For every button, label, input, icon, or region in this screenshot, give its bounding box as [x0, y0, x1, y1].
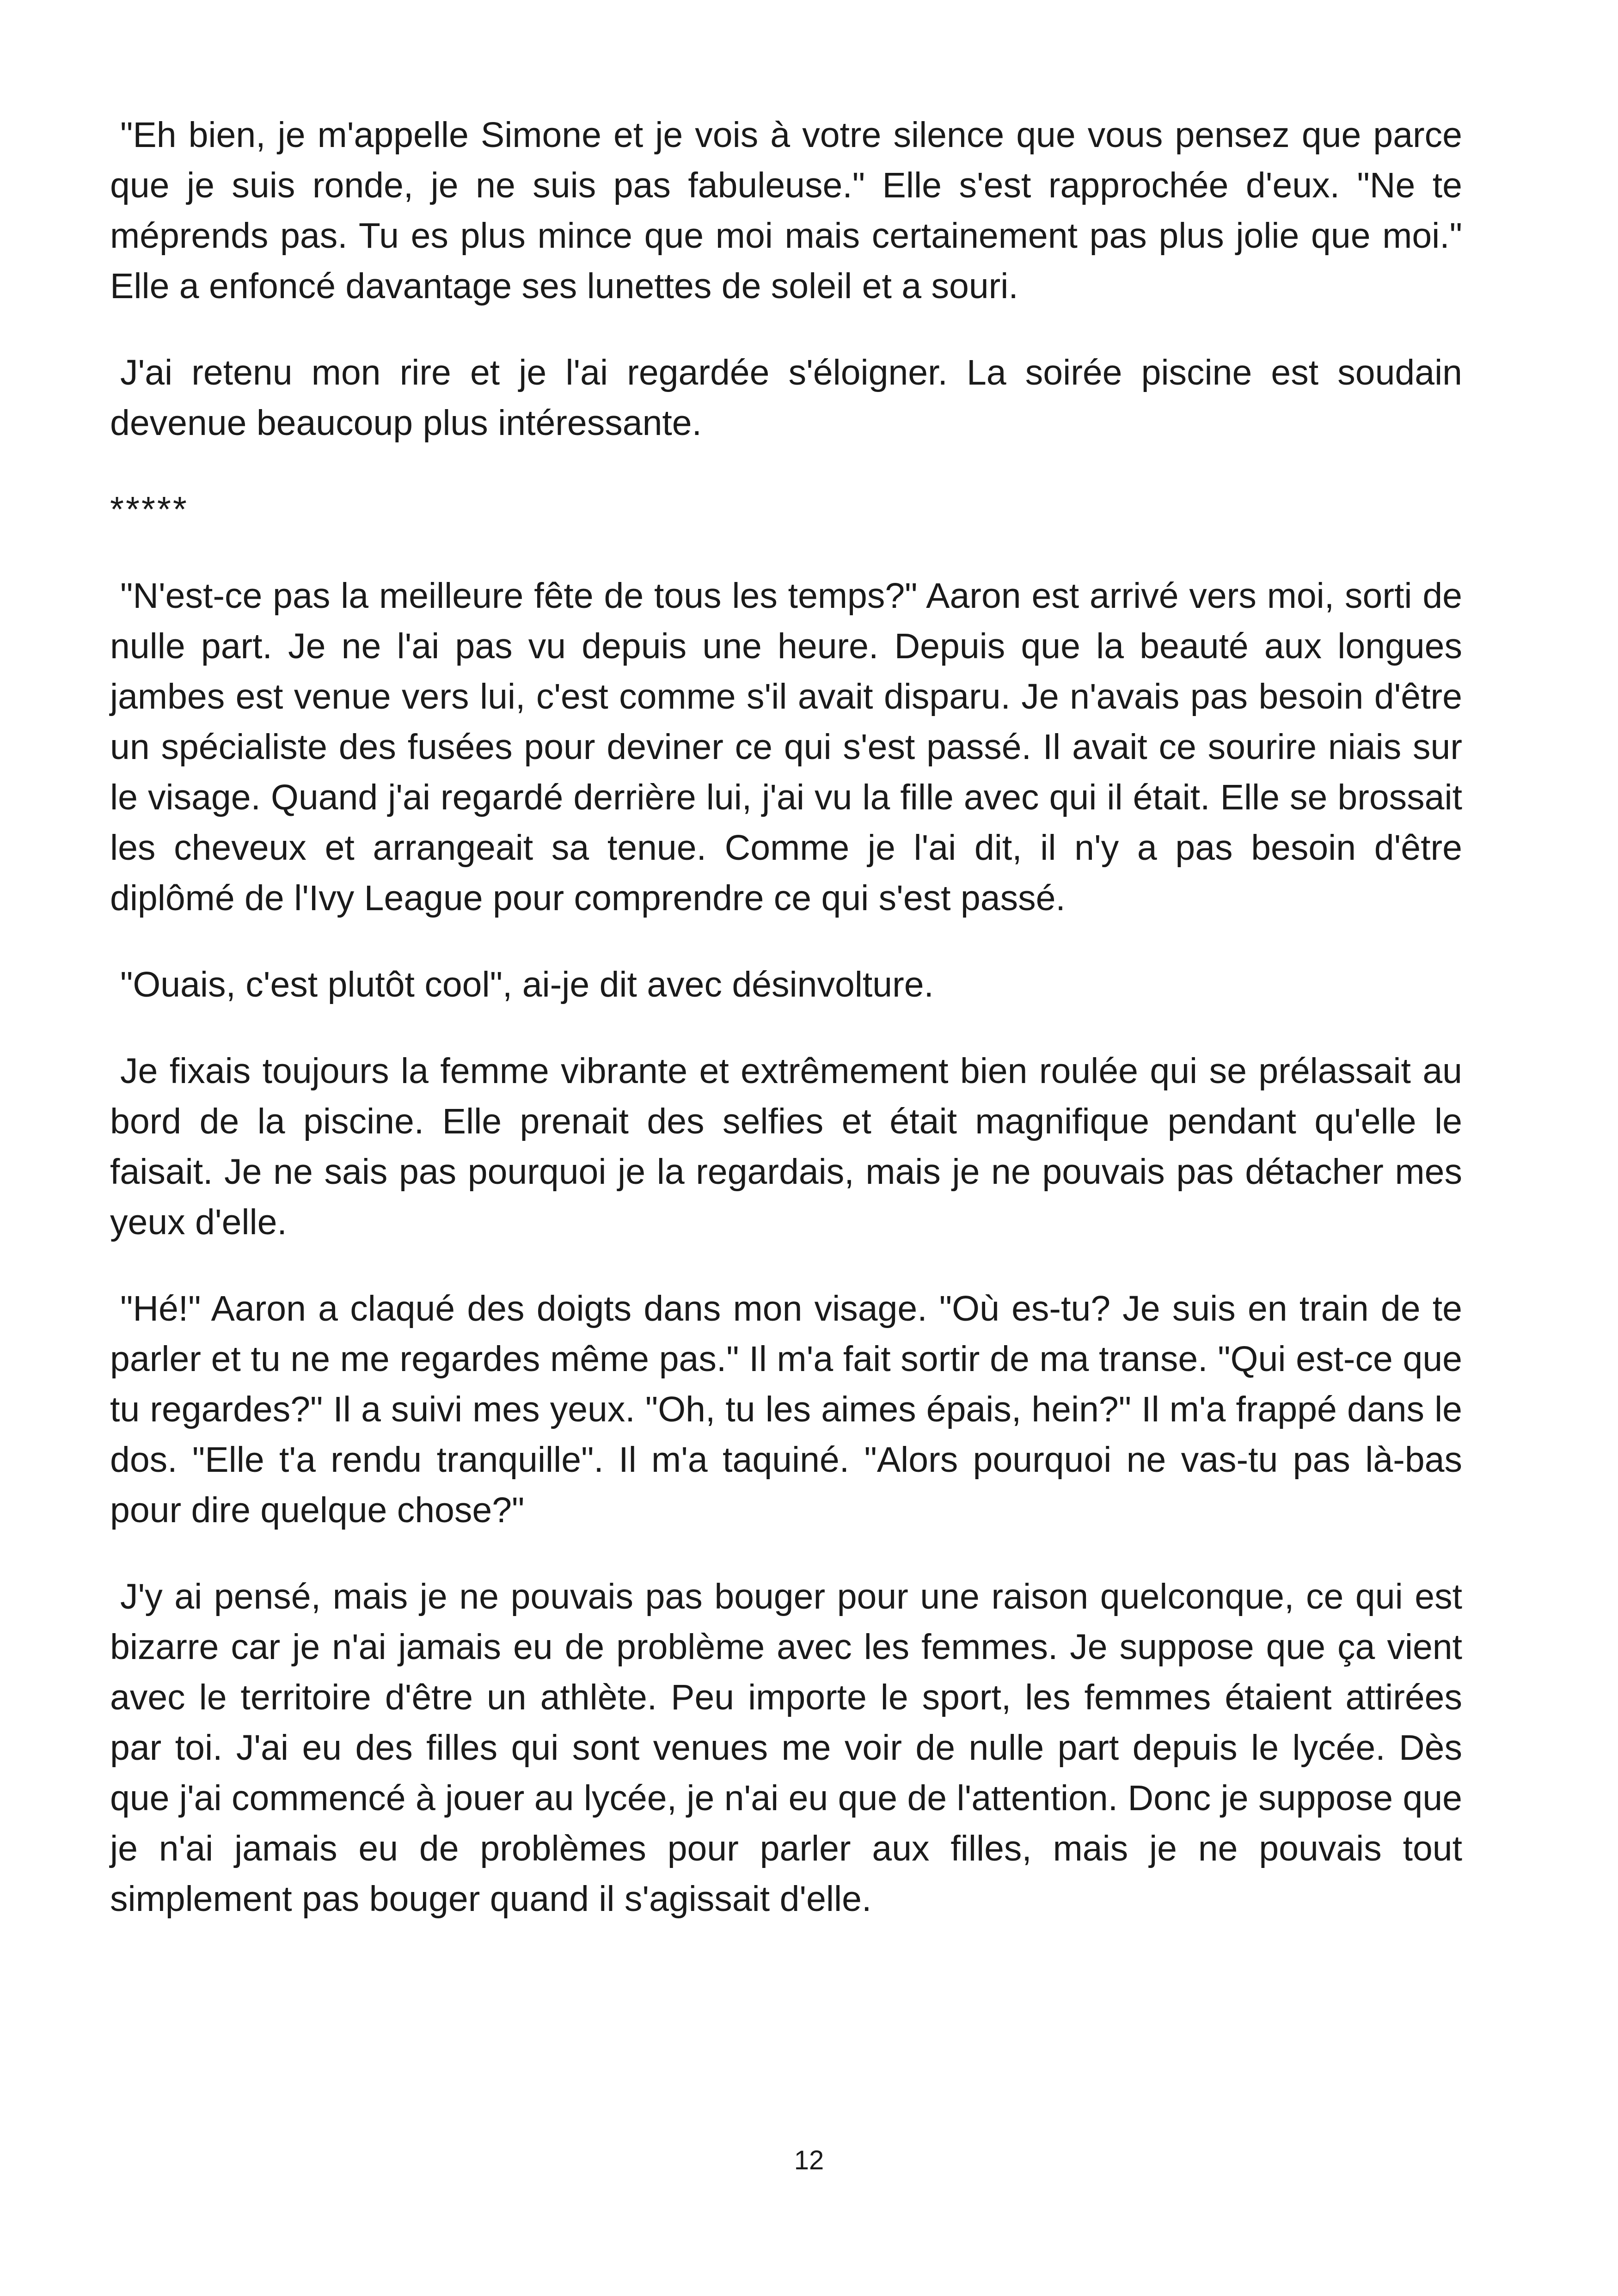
body-text	[110, 110, 1462, 1960]
paragraph-2: J'ai retenu mon rire et je l'ai regardée s'éloigner. La soirée piscine est soudain devenue beaucoup plus intéressante.	[110, 353, 1462, 443]
paragraph-3: "N'est-ce pas la meilleure fête de tous les temps?" Aaron est arrivé vers moi, sorti de nulle part. Je ne l'ai pas vu depuis une heure. Depuis que la beauté aux longues jambes est venue vers lui, c'est comme s'il avait disparu. Je n'avais pas besoin d'être un spécialiste des fusées pour deviner ce qui s'est passé. Il avait ce sourire niais sur le visage. Quand j'ai regardé derrière lui, j'ai vu la fille avec qui il était. Elle se brossait les cheveux et arrangeait sa tenue. Comme je l'ai dit, il n'y a pas besoin d'être diplômé de l'Ivy League pour comprendre ce qui s'est passé.	[110, 576, 1462, 918]
page-number: 12	[794, 2145, 824, 2175]
paragraph-4: "Ouais, c'est plutôt cool", ai-je dit avec désinvolture.	[120, 965, 934, 1004]
paragraph-7: J'y ai pensé, mais je ne pouvais pas bouger pour une raison quelconque, ce qui est bizarre car je n'ai jamais eu de problème avec les femmes. Je suppose que ça vient avec le territoire d'être un athlète. Peu importe le sport, les femmes étaient attirées par toi. J'ai eu des filles qui sont venues me voir de nulle part depuis le lycée. Dès que j'ai commencé à jouer au lycée, je n'ai eu que de l'attention. Donc je suppose que je n'ai jamais eu de problèmes pour parler aux filles, mais je ne pouvais tout simplement pas bouger quand il s'agissait d'elle.	[110, 1577, 1462, 1919]
paragraph-6: "Hé!" Aaron a claqué des doigts dans mon visage. "Où es-tu? Je suis en train de te parler et tu ne me regardes même pas." Il m'a fait sortir de ma transe. "Qui est-ce que tu regardes?" Il a suivi mes yeux. "Oh, tu les aimes épais, hein?" Il m'a frappé dans le dos. "Elle t'a rendu tranquille". Il m'a taquiné. "Alors pourquoi ne vas-tu pas là-bas pour dire quelque chose?"	[110, 1289, 1462, 1530]
scene-break: *****	[110, 490, 189, 529]
paragraph-5: Je fixais toujours la femme vibrante et extrêmement bien roulée qui se prélassait au bord de la piscine. Elle prenait des selfies et était magnifique pendant qu'elle le faisait. Je ne sais pas pourquoi je la regardais, mais je ne pouvais pas détacher mes yeux d'elle.	[110, 1051, 1462, 1242]
paragraph-1: "Eh bien, je m'appelle Simone et je vois à votre silence que vous pensez que parce que je suis ronde, je ne suis pas fabuleuse." Elle s'est rapprochée d'eux. "Ne te méprends pas. Tu es plus mince que moi mais certainement pas plus jolie que moi." Elle a enfoncé davantage ses lunettes de soleil et a souri.	[110, 115, 1462, 306]
